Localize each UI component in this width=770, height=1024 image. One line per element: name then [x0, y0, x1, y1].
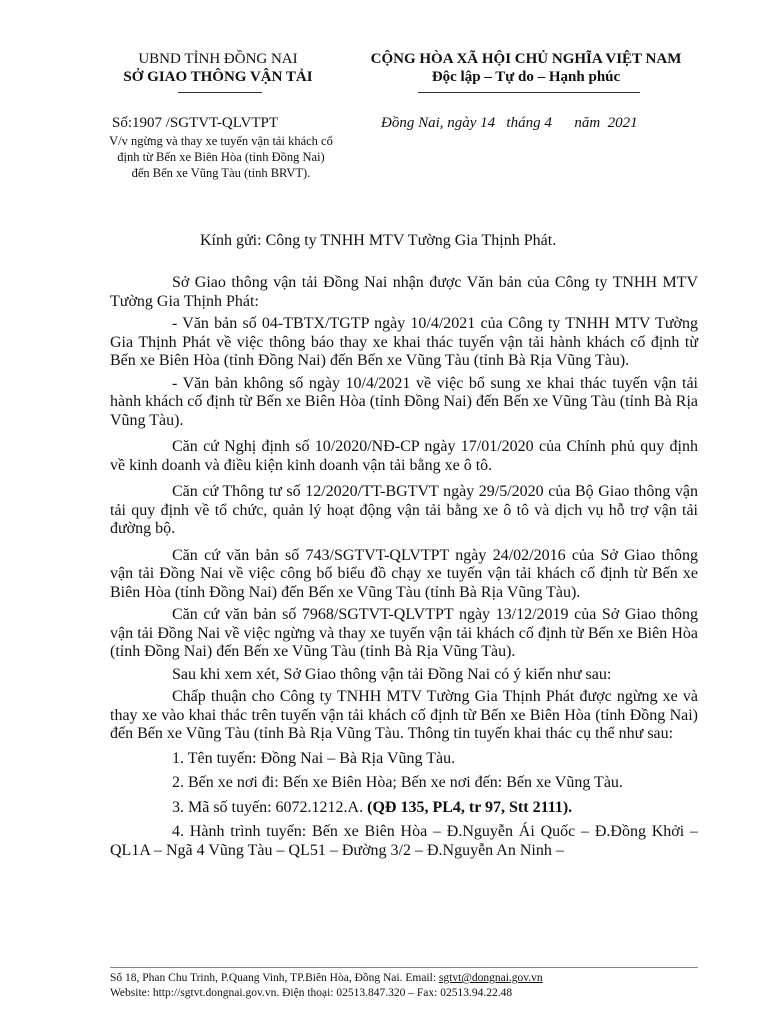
nation-line-1: CỘNG HÒA XÃ HỘI CHỦ NGHĨA VIỆT NAM	[370, 51, 682, 67]
paragraph-basis-decree: Căn cứ Nghị định số 10/2020/NĐ-CP ngày 17/01/2020 của Chính phủ quy định về kinh doanh và điều kiện kinh doanh vận tải bằng xe ô tô.	[110, 438, 698, 474]
list-item-stations: 2. Bến xe nơi đi: Bến xe Biên Hòa; Bến xe nơi đến: Bến xe Vũng Tàu.	[172, 774, 623, 791]
nation-line-2: Độc lập – Tự do – Hạnh phúc	[431, 69, 621, 85]
paragraph-ref-2: - Văn bản không số ngày 10/4/2021 về việc bổ sung xe khai thác tuyến vận tải hành khách cố định từ Bến xe Biên Hòa (tỉnh Đồng Nai) đến Bến xe Vũng Tàu (tỉnh Bà Rịa Vũng Tàu).	[110, 374, 698, 429]
issuing-organization	[95, 50, 341, 86]
org-line-1: UBND TỈNH ĐỒNG NAI	[138, 51, 298, 67]
motto-underline	[418, 92, 640, 93]
recipient-line: Kính gửi: Công ty TNHH MTV Tường Gia Thịnh Phát.	[200, 232, 557, 249]
paragraph-basis-circular: Căn cứ Thông tư số 12/2020/TT-BGTVT ngày 29/5/2020 của Bộ Giao thông vận tải quy định về tổ chức, quản lý hoạt động vận tải bằng xe ô tô và dịch vụ hỗ trợ vận tải đường bộ.	[110, 483, 698, 537]
paragraph-approval: Chấp thuận cho Công ty TNHH MTV Tường Gia Thịnh Phát được ngừng xe và thay xe vào khai thác trên tuyến vận tải khách cố định từ Bến xe Biên Hòa (tỉnh Đồng Nai) đến Bến xe Vũng Tàu (tỉnh Bà Rịa Vũng Tàu. Thông tin tuyến khai thác cụ thể như sau:	[110, 688, 698, 742]
footer-address	[110, 971, 710, 986]
footer-email-link[interactable]: sgtvt@dongnai.gov.vn	[438, 972, 543, 984]
document-body	[110, 274, 698, 866]
paragraph-opinion: Sau khi xem xét, Sở Giao thông vận tải Đồng Nai có ý kiến như sau:	[172, 665, 612, 683]
document-number: Số:1907 /SGTVT-QLVTPT	[112, 115, 278, 131]
route-code-reference: (QĐ 135, PL4, tr 97, Stt 2111).	[367, 798, 573, 816]
document-subject: V/v ngừng và thay xe tuyến vận tải khách cố định từ Bến xe Biên Hòa (tỉnh Đồng Nai) đến Bến xe Vũng Tàu (tỉnh BRVT).	[109, 134, 333, 180]
list-item-route-code	[110, 799, 698, 818]
paragraph-basis-7968: Căn cứ văn bản số 7968/SGTVT-QLVTPT ngày 13/12/2019 của Sở Giao thông vận tải Đồng Nai về việc ngừng và thay xe tuyến vận tải khách cố định từ Bến xe Biên Hòa (tỉnh Đồng Nai) đến Bến xe Vũng Tàu (tỉnh Bà Rịa Vũng Tàu).	[110, 606, 698, 660]
paragraph-ref-1: - Văn bản số 04-TBTX/TGTP ngày 10/4/2021 của Công ty TNHH MTV Tường Gia Thịnh Phát về việc thông báo thay xe khai thác tuyến vận tải hành khách cố định từ Bến xe Biên Hòa (tỉnh Đồng Nai) đến Bến xe Vũng Tàu (tỉnh Bà Rịa Vũng Tàu).	[110, 315, 698, 369]
org-underline	[178, 92, 262, 93]
route-code-text: 3. Mã số tuyến: 6072.1212.A.	[172, 798, 368, 816]
paragraph-intro: Sở Giao thông vận tải Đồng Nai nhận được Văn bản của Công ty TNHH MTV Tường Gia Thịnh Phát:	[110, 274, 698, 310]
footer-divider	[110, 967, 698, 968]
list-item-route-name: 1. Tên tuyến: Đồng Nai – Bà Rịa Vũng Tàu.	[172, 749, 456, 767]
national-motto	[340, 50, 712, 86]
list-item-itinerary: 4. Hành trình tuyến: Bến xe Biên Hòa – Đ.Nguyễn Ái Quốc – Đ.Đồng Khởi – QL1A – Ngã 4 Vũng Tàu – QL51 – Đường 3/2 – Đ.Nguyễn An Ninh –	[110, 823, 698, 859]
footer-contact: Website: http://sgtvt.dongnai.gov.vn. Điện thoại: 02513.847.320 – Fax: 02513.94.22.48	[110, 987, 513, 999]
document-date: Đồng Nai, ngày 14 tháng 4 năm 2021	[381, 115, 638, 131]
org-line-2: SỞ GIAO THÔNG VẬN TẢI	[123, 69, 313, 85]
footer-address-text: Số 18, Phan Chu Trinh, P.Quang Vinh, TP.Biên Hòa, Đồng Nai. Email:	[110, 972, 439, 984]
paragraph-basis-743: Căn cứ văn bản số 743/SGTVT-QLVTPT ngày 24/02/2016 của Sở Giao thông vận tải Đồng Nai về việc công bố biểu đồ chạy xe tuyến vận tải khách cố định từ Bến xe Biên Hòa (tỉnh Đồng Nai) đến Bến xe Vũng Tàu (tỉnh Bà Rịa Vũng Tàu).	[110, 546, 698, 601]
footer	[110, 971, 710, 1001]
